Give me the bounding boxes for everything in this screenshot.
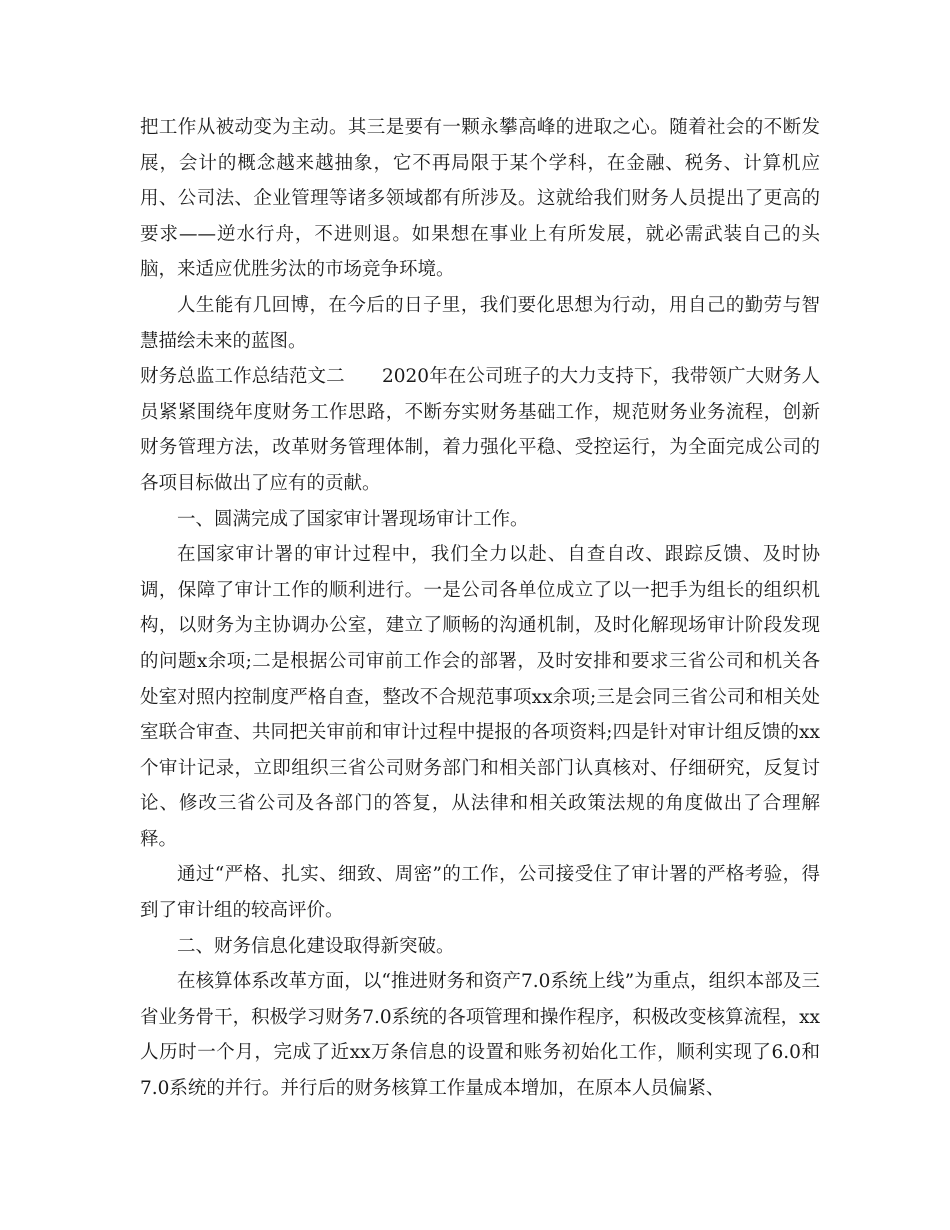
document-body xyxy=(140,110,820,1107)
paragraph-5: 在国家审计署的审计过程中，我们全力以赴、自查自改、跟踪反馈、及时协调，保障了审计工作的顺利进行。一是公司各单位成立了以一把手为组长的组织机构，以财务为主协调办公室，建立了顺畅的沟通机制，及时化解现场审计阶段发现的问题x余项;二是根据公司审前工作会的部署，及时安排和要求三省公司和机关各处室对照内控制度严格自查，整改不合规范事项xx余项;三是会同三省公司和相关处室联合审查、共同把关审前和审计过程中提报的各项资料;四是针对审计组反馈的xx个审计记录，立即组织三省公司财务部门和相关部门认真核对、仔细研究，反复讨论、修改三省公司及各部门的答复，从法律和相关政策法规的角度做出了合理解释。 xyxy=(140,544,820,850)
paragraph-6: 通过“严格、扎实、细致、周密”的工作，公司接受住了审计署的严格考验，得到了审计组的较高评价。 xyxy=(140,864,820,922)
heading-section-two: 二、财务信息化建设取得新突破。 xyxy=(177,935,455,957)
paragraph-1: 把工作从被动变为主动。其三是要有一颗永攀高峰的进取之心。随着社会的不断发展，会计的概念越来越抽象，它不再局限于某个学科，在金融、税务、计算机应用、公司法、企业管理等诸多领域都有所涉及。这就给我们财务人员提出了更高的要求——逆水行舟，不进则退。如果想在事业上有所发展，就必需武装自己的头脑，来适应优胜劣汰的市场竞争环境。 xyxy=(140,117,820,281)
heading-section-one: 一、圆满完成了国家审计署现场审计工作。 xyxy=(177,508,529,530)
paragraph-2: 人生能有几回博，在今后的日子里，我们要化思想为行动，用自己的勤劳与智慧描绘未来的蓝图。 xyxy=(140,294,820,352)
paragraph-8: 在核算体系改革方面，以“推进财务和资产7.0系统上线”为重点，组织本部及三省业务骨干，积极学习财务7.0系统的各项管理和操作程序，积极改变核算流程，xx人历时一个月，完成了近xx万条信息的设置和账务初始化工作，顺利实现了6.0和7.0系统的并行。并行后的财务核算工作量成本增加，在原本人员偏紧、 xyxy=(140,971,820,1100)
paragraph-3-section-title: 财务总监工作总结范文二 2020年在公司班子的大力支持下，我带领广大财务人员紧紧围绕年度财务工作思路，不断夯实财务基础工作，规范财务业务流程，创新财务管理方法，改革财务管理体制，着力强化平稳、受控运行，为全面完成公司的各项目标做出了应有的贡献。 xyxy=(140,366,820,494)
